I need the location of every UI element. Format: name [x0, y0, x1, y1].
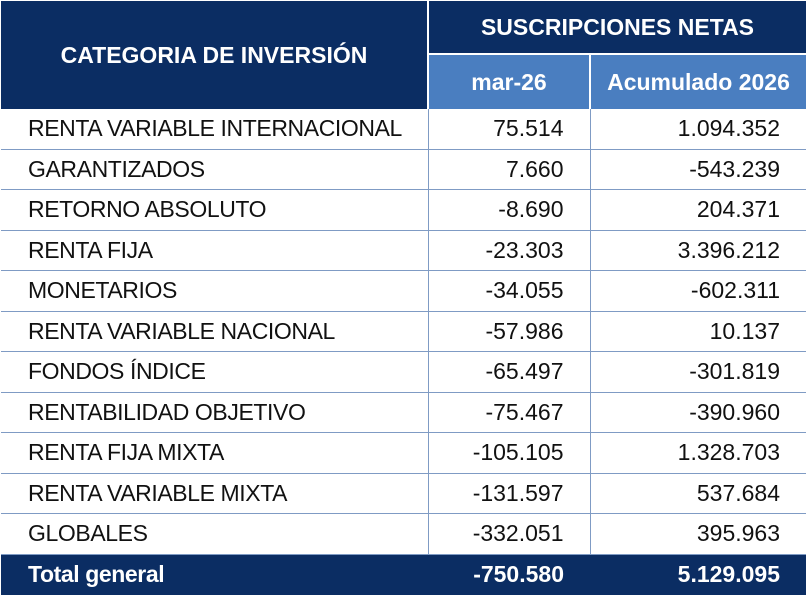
table-row	[1, 190, 806, 231]
category-cell: GLOBALES	[1, 514, 428, 555]
accumulated-value-cell: 1.094.352	[590, 109, 806, 149]
accumulated-value-cell: -543.239	[590, 149, 806, 190]
category-cell: RENTA VARIABLE NACIONAL	[1, 311, 428, 352]
table-row	[1, 392, 806, 433]
category-cell: MONETARIOS	[1, 271, 428, 312]
month-value-cell: -23.303	[428, 230, 590, 271]
month-value-cell: -65.497	[428, 352, 590, 393]
total-row	[1, 554, 806, 595]
category-cell: RENTA VARIABLE INTERNACIONAL	[1, 109, 428, 149]
category-cell: RETORNO ABSOLUTO	[1, 190, 428, 231]
category-cell: RENTA VARIABLE MIXTA	[1, 473, 428, 514]
table-row	[1, 433, 806, 474]
month-value-cell: -75.467	[428, 392, 590, 433]
accumulated-value-cell: 395.963	[590, 514, 806, 555]
month-value-cell: -34.055	[428, 271, 590, 312]
category-cell: FONDOS ÍNDICE	[1, 352, 428, 393]
accumulated-value-cell: 204.371	[590, 190, 806, 231]
category-cell: RENTA FIJA	[1, 230, 428, 271]
month-value-cell: -332.051	[428, 514, 590, 555]
month-value-cell: -131.597	[428, 473, 590, 514]
accumulated-value-cell: 537.684	[590, 473, 806, 514]
month-value-cell: -8.690	[428, 190, 590, 231]
subscriptions-table	[1, 1, 806, 595]
table-row	[1, 109, 806, 149]
total-accumulated-value: 5.129.095	[590, 554, 806, 595]
accumulated-column-header: Acumulado 2026	[590, 54, 806, 109]
category-header: CATEGORIA DE INVERSIÓN	[1, 1, 428, 109]
category-cell: GARANTIZADOS	[1, 149, 428, 190]
category-cell: RENTA FIJA MIXTA	[1, 433, 428, 474]
month-value-cell: 75.514	[428, 109, 590, 149]
total-month-value: -750.580	[428, 554, 590, 595]
month-column-header: mar-26	[428, 54, 590, 109]
table-row	[1, 271, 806, 312]
category-cell: RENTABILIDAD OBJETIVO	[1, 392, 428, 433]
accumulated-value-cell: -390.960	[590, 392, 806, 433]
net-subscriptions-header: SUSCRIPCIONES NETAS	[428, 1, 806, 54]
total-label: Total general	[1, 554, 428, 595]
table-row	[1, 230, 806, 271]
accumulated-value-cell: 1.328.703	[590, 433, 806, 474]
table-row	[1, 149, 806, 190]
table-row	[1, 514, 806, 555]
accumulated-value-cell: 10.137	[590, 311, 806, 352]
month-value-cell: -105.105	[428, 433, 590, 474]
table-row	[1, 352, 806, 393]
table-row	[1, 311, 806, 352]
month-value-cell: -57.986	[428, 311, 590, 352]
table-row	[1, 473, 806, 514]
accumulated-value-cell: 3.396.212	[590, 230, 806, 271]
month-value-cell: 7.660	[428, 149, 590, 190]
accumulated-value-cell: -301.819	[590, 352, 806, 393]
accumulated-value-cell: -602.311	[590, 271, 806, 312]
